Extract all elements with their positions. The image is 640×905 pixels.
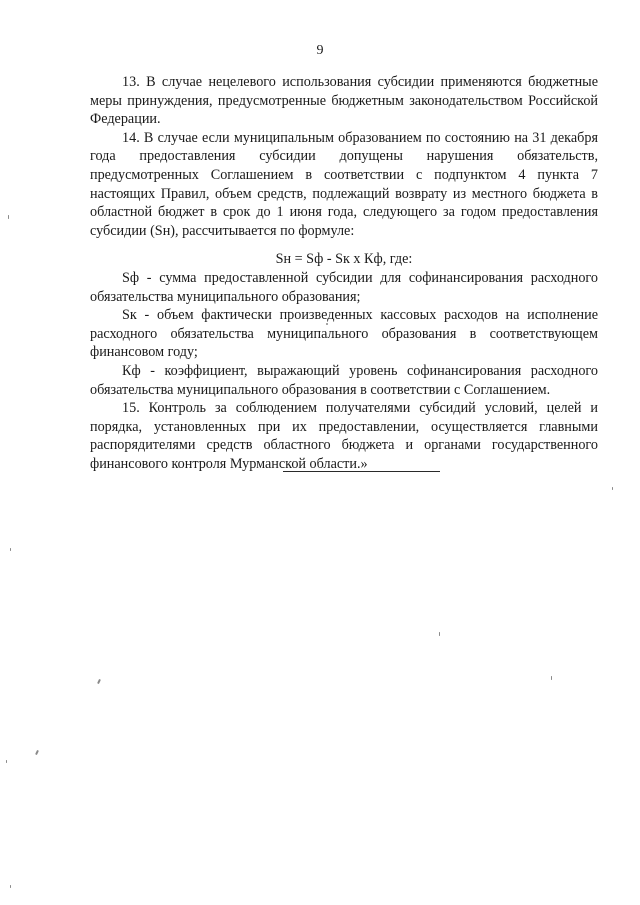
- closing-rule: [283, 471, 440, 472]
- definition-sk: Sк - объем фактически произведенных кассовых расходов на исполнение расходного обязательства муниципального образования в соответствующем финансовом году;: [90, 307, 598, 361]
- scan-speck: [35, 750, 39, 755]
- scan-speck: [612, 487, 613, 490]
- definition-kf: Кф - коэффициент, выражающий уровень софинансирования расходного обязательства муниципального образования в соответствии с Соглашением.: [90, 362, 598, 398]
- scan-speck: [8, 215, 9, 219]
- document-body: [90, 73, 598, 473]
- definition-sf: Sф - сумма предоставленной субсидии для софинансирования расходного обязательства муниципального образования;: [90, 269, 598, 305]
- scan-speck: [10, 885, 11, 888]
- scan-speck: [6, 760, 7, 763]
- paragraph-15: 15. Контроль за соблюдением получателями субсидий условий, целей и порядка, установленных при их предоставлении, осуществляется главными распорядителями средств областного бюджета и органами государственного финансового контроля Мурманской области.»: [90, 400, 598, 472]
- scan-speck: [10, 548, 11, 551]
- scan-speck: [439, 632, 440, 636]
- scan-speck: [97, 679, 101, 684]
- refund-formula: Sн = Sф - Sк х Кф, где:: [275, 251, 413, 268]
- paragraph-14: 14. В случае если муниципальным образованием по состоянию на 31 декабря года предоставления субсидии допущены нарушения обязательств, предусмотренных Соглашением в соответствии с подпунктом 4 пункта 7 настоящих Правил, объем средств, подлежащий возврату из местного бюджета в областной бюджет в срок до 1 июня года, следующего за годом предоставления субсидии (Sн), рассчитывается по формуле:: [90, 129, 598, 239]
- paragraph-13: 13. В случае нецелевого использования субсидии применяются бюджетные меры принуждения, предусмотренные бюджетным законодательством Российской Федерации.: [90, 74, 598, 128]
- page-number: 9: [316, 43, 324, 58]
- scan-speck: [551, 676, 552, 680]
- scan-speck: [326, 323, 328, 325]
